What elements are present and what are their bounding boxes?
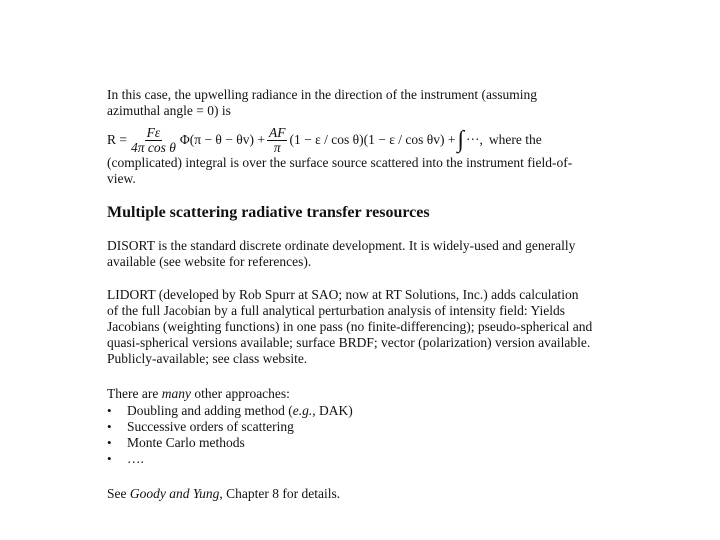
list-item-text (127, 451, 144, 467)
list-item (107, 419, 353, 435)
list-item (107, 451, 353, 467)
list-item-text-start: Monte Carlo methods (127, 435, 245, 450)
list-item (107, 435, 353, 451)
list-item-text-end: , DAK) (312, 403, 353, 418)
list-item-text (127, 435, 245, 451)
list-item-text-start: …. (127, 451, 144, 466)
bullet-marker: • (107, 451, 112, 466)
lidort-line-2: of the full Jacobian by a full analytical perturbation analysis of intensity field: Yields (107, 303, 566, 318)
list-item-emphasis: e.g. (292, 403, 313, 418)
radiance-equation (107, 120, 542, 160)
others-prefix: There are (107, 386, 162, 401)
list-item-text (127, 419, 294, 435)
intro-line-1: In this case, the upwelling radiance in the direction of the instrument (assuming (107, 87, 538, 102)
lidort-line-5: Publicly-available; see class website. (107, 351, 308, 366)
footer-suffix: , Chapter 8 for details. (219, 486, 341, 501)
disort-line-1: DISORT is the standard discrete ordinate development. It is widely-used and generally (107, 238, 576, 253)
lidort-line-1: LIDORT (developed by Rob Spurr at SAO; now at RT Solutions, Inc.) adds calculation (107, 287, 579, 302)
approaches-list (107, 403, 353, 467)
lidort-line-4: quasi-spherical versions available; surface BRDF; vector (polarization) version available. (107, 335, 591, 350)
lidort-paragraph (107, 287, 627, 367)
disort-line-2: available (see website for references). (107, 254, 312, 269)
equation-where-text: where the (488, 132, 542, 147)
fraction-2-numerator: AF (268, 124, 286, 140)
bullet-marker: • (107, 419, 112, 434)
equation-term-1: Φ(π − θ − θv) + (179, 132, 265, 147)
list-item (107, 403, 353, 419)
footer-prefix: See (107, 486, 130, 501)
footer-book-title: Goody and Yung (129, 486, 220, 501)
fraction-2-denominator: π (273, 139, 281, 155)
fraction-1-denominator: 4π cos θ (131, 139, 176, 155)
list-item-text-start: Doubling and adding method ( (127, 403, 293, 418)
bullet-marker: • (107, 403, 112, 418)
equation-term-2: (1 − ε / cos θ)(1 − ε / cos θv) + (289, 132, 456, 147)
equation-lhs: R = (107, 132, 127, 147)
integral-note-line-1: (complicated) integral is over the surface source scattered into the instrument field-of- (107, 155, 573, 170)
intro-line-2: azimuthal angle = 0) is (107, 103, 231, 118)
bullet-marker: • (107, 435, 112, 450)
integral-note-line-2: view. (107, 171, 136, 186)
equation-fraction-2 (267, 126, 288, 155)
other-approaches-intro (107, 386, 627, 402)
section-heading: Multiple scattering radiative transfer resources (107, 204, 430, 221)
equation-term-3: ···, (466, 132, 483, 147)
fraction-1-numerator: Fε (146, 124, 161, 140)
integral-sign: ∫ (457, 127, 465, 153)
disort-paragraph (107, 238, 627, 270)
equation-fraction-1 (129, 126, 178, 155)
integral-note-paragraph (107, 155, 627, 187)
list-item-text-start: Successive orders of scattering (127, 419, 294, 434)
footer-reference (107, 486, 627, 502)
intro-paragraph (107, 87, 627, 119)
lidort-line-3: Jacobians (weighting functions) in one pass (no finite-differencing); pseudo-spherical and (107, 319, 593, 334)
others-suffix: other approaches: (190, 386, 290, 401)
list-item-text (127, 403, 353, 419)
others-emphasis: many (161, 386, 191, 401)
